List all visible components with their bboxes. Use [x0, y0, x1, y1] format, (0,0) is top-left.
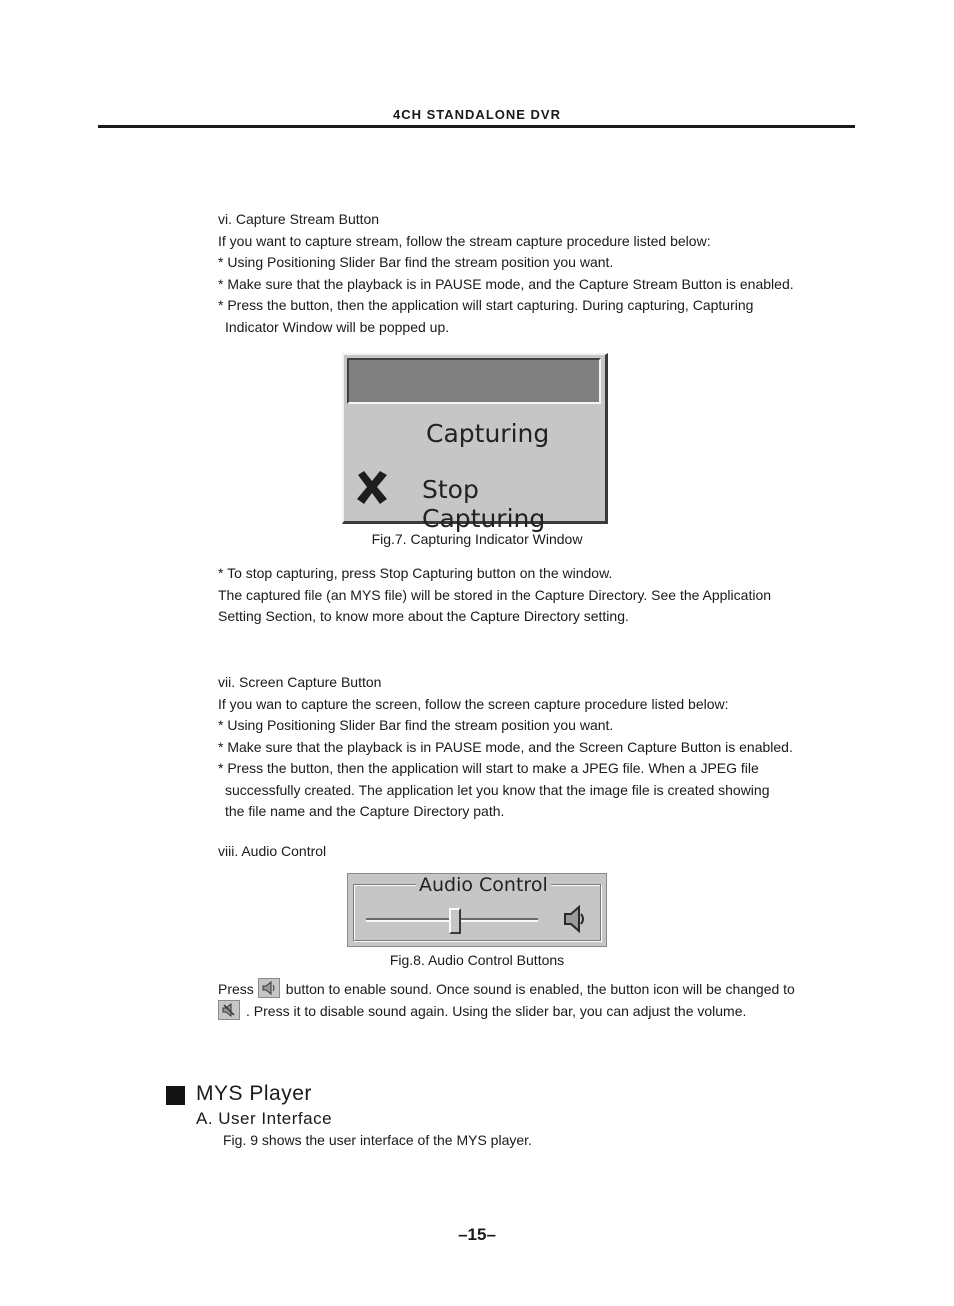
section-bullet: [166, 1086, 185, 1105]
speaker-icon[interactable]: [258, 978, 280, 998]
screen-capture-line: If you wan to capture the screen, follow the screen capture procedure listed below:: [218, 695, 729, 712]
fig7-caption: Fig.7. Capturing Indicator Window: [371, 531, 583, 547]
capture-stream-line: * Using Positioning Slider Bar find the stream position you want.: [218, 254, 614, 270]
fig8-caption: Fig.8. Audio Control Buttons: [389, 952, 565, 968]
header-rule: [98, 125, 855, 128]
screen-capture-line: the file name and the Capture Directory path.: [225, 803, 505, 819]
stop-capturing-label: Stop Capturing: [422, 475, 546, 533]
screen-capture-line: * Make sure that the playback is in PAUSE mode, and the Screen Capture Button is enabled.: [218, 738, 793, 755]
press-line-2: [214, 1001, 795, 1023]
stop-capture-line: The captured file (an MYS file) will be stored in the Capture Directory. See the Application: [218, 586, 772, 603]
user-interface-subtitle: A. User Interface: [196, 1109, 333, 1128]
stop-capture-line: Setting Section, to know more about the Capture Directory setting.: [218, 608, 629, 624]
x-icon: [354, 469, 390, 505]
screen-capture-section: [218, 672, 793, 823]
audio-control-title: Audio Control: [416, 874, 551, 896]
screen-capture-line: * Press the button, then the application will start to make a JPEG file. When a JPEG file: [218, 760, 759, 776]
capture-stream-line: * Make sure that the playback is in PAUSE mode, and the Capture Stream Button is enabled.: [218, 275, 794, 292]
capturing-indicator-window: [342, 353, 608, 533]
press-text: button to enable sound. Once sound is enabled, the button icon will be changed to: [285, 981, 795, 997]
capture-stream-section: [218, 209, 794, 338]
capturing-status-label: Capturing: [426, 419, 550, 448]
speaker-muted-icon[interactable]: [218, 1000, 240, 1020]
volume-slider-thumb[interactable]: [449, 908, 461, 934]
press-paragraph: [218, 979, 795, 1022]
screen-capture-line: successfully created. The application let you know that the image file is created showing: [225, 781, 770, 798]
audio-control-panel: [347, 873, 607, 947]
screen-capture-line: * Using Positioning Slider Bar find the stream position you want.: [218, 717, 614, 733]
running-header: 4CH STANDALONE DVR: [393, 107, 561, 122]
speaker-icon[interactable]: [562, 904, 588, 934]
audio-control-heading: viii. Audio Control: [218, 843, 327, 859]
capture-stream-line: * Press the button, then the application will start capturing. During capturing, Capturing: [218, 297, 754, 313]
press-text: . Press it to disable sound again. Using the slider bar, you can adjust the volume.: [246, 1002, 747, 1019]
capture-progress-bar: [347, 358, 601, 404]
stop-capturing-button[interactable]: [350, 465, 590, 533]
capture-stream-line: If you want to capture stream, follow the stream capture procedure listed below:: [218, 232, 711, 249]
mys-player-description: Fig. 9 shows the user interface of the MYS player.: [223, 1132, 532, 1148]
screen-capture-heading: vii. Screen Capture Button: [218, 674, 382, 690]
capture-stream-line: Indicator Window will be popped up.: [225, 318, 450, 335]
mys-player-title: MYS Player: [196, 1082, 312, 1105]
press-text: Press: [218, 981, 254, 997]
page-number: –15–: [458, 1225, 496, 1244]
stop-capture-section: [218, 563, 771, 628]
capture-stream-heading: vi. Capture Stream Button: [218, 211, 380, 227]
stop-capture-line: * To stop capturing, press Stop Capturing button on the window.: [218, 565, 613, 581]
press-line-1: [218, 979, 795, 1001]
